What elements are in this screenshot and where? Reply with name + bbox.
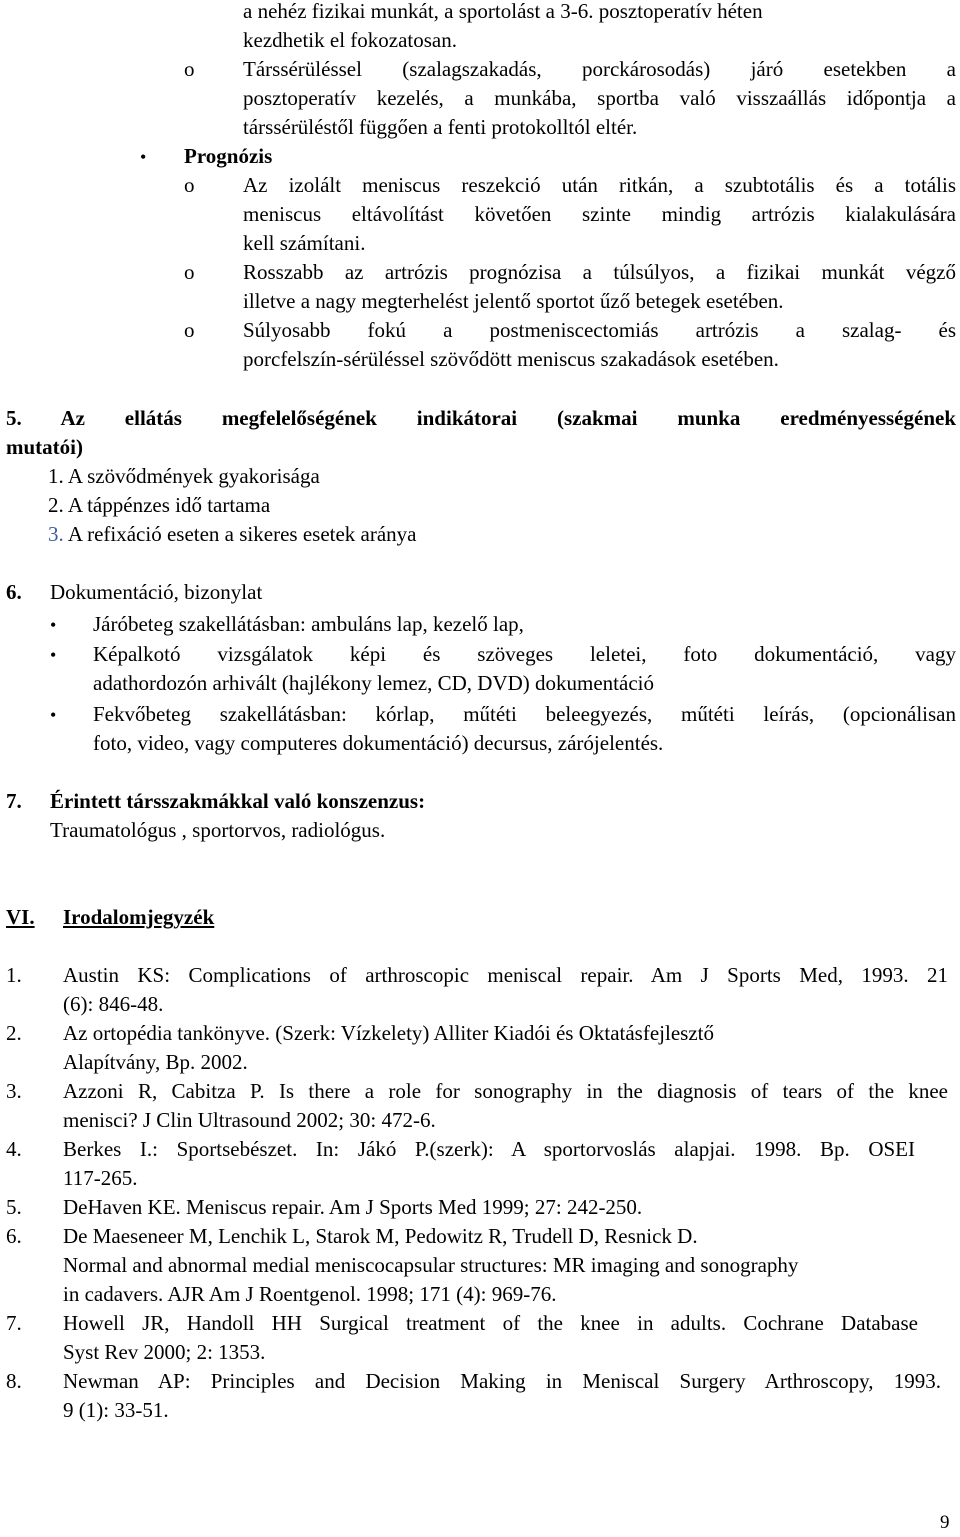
reference-line: DeHaven KE. Meniscus repair. Am J Sports Med 1999; 27: 242-250.	[63, 1195, 643, 1219]
reference-line: Syst Rev 2000; 2: 1353.	[63, 1340, 266, 1364]
reference-line: (6): 846-48.	[63, 992, 164, 1016]
paragraph-line: illetve a nagy megterhelést jelentő sportot űző betegek esetében.	[243, 289, 784, 313]
section-7-heading: Érintett társszakmákkal való konszenzus:	[50, 789, 426, 813]
section-vi-heading: Irodalomjegyzék	[63, 905, 215, 929]
continuation-line: kezdhetik el fokozatosan.	[243, 28, 457, 52]
bullet-dot: •	[50, 645, 57, 665]
reference-number: 4.	[6, 1137, 22, 1161]
reference-line: Berkes I.: Sportsebészet. In: Jákó P.(szerk): A sportorvoslás alapjai. 1998. Bp. OSEI	[63, 1137, 915, 1161]
paragraph-line: meniscus eltávolítást követően szinte mindig artrózis kialakulására	[243, 202, 956, 226]
reference-line: in cadavers. AJR Am J Roentgenol. 1998; 171 (4): 969-76.	[63, 1282, 557, 1306]
indicator-text: A refixáció eseten a sikeres esetek aránya	[63, 522, 417, 546]
documentation-item: Képalkotó vizsgálatok képi és szöveges leletei, foto dokumentáció, vagy	[93, 642, 956, 666]
reference-number: 5.	[6, 1195, 22, 1219]
reference-line: Alapítvány, Bp. 2002.	[63, 1050, 248, 1074]
continuation-line: a nehéz fizikai munkát, a sportolást a 3-6. posztoperatív héten	[243, 0, 763, 23]
list-marker-circle: o	[184, 57, 195, 81]
reference-number: 2.	[6, 1021, 22, 1045]
indicator-item: 2. A táppénzes idő tartama	[48, 493, 271, 517]
paragraph-line: Rosszabb az artrózis prognózisa a túlsúlyos, a fizikai munkát végző	[243, 260, 956, 284]
section-5-heading: 5. Az ellátás megfelelőségének indikátorai (szakmai munka eredményességének	[6, 406, 956, 430]
reference-line: 9 (1): 33-51.	[63, 1398, 169, 1422]
documentation-item: Járóbeteg szakellátásban: ambuláns lap, kezelő lap,	[93, 612, 524, 636]
documentation-item-cont: foto, video, vagy computeres dokumentáció) decursus, zárójelentés.	[93, 731, 664, 755]
paragraph-line: posztoperatív kezelés, a munkába, sportba való visszaállás időpontja a	[243, 86, 956, 110]
paragraph-line: Társsérüléssel (szalagszakadás, porckárosodás) járó esetekben a	[243, 57, 956, 81]
reference-number: 7.	[6, 1311, 22, 1335]
reference-line: menisci? J Clin Ultrasound 2002; 30: 472-6.	[63, 1108, 436, 1132]
reference-line: De Maeseneer M, Lenchik L, Starok M, Pedowitz R, Trudell D, Resnick D.	[63, 1224, 698, 1248]
prognozis-heading: Prognózis	[184, 144, 273, 168]
reference-line: Howell JR, Handoll HH Surgical treatment of the knee in adults. Cochrane Database	[63, 1311, 918, 1335]
section-vi-underline-gap	[36, 903, 63, 932]
documentation-item: Fekvőbeteg szakellátásban: kórlap, műtéti beleegyezés, műtéti leírás, (opcionálisan	[93, 702, 956, 726]
reference-line: Az ortopédia tankönyve. (Szerk: Vízkelety) Alliter Kiadói és Oktatásfejlesztő	[63, 1021, 714, 1045]
reference-number: 1.	[6, 963, 22, 987]
section-6-heading: Dokumentáció, bizonylat	[50, 580, 263, 604]
section-7-number: 7.	[6, 789, 22, 813]
bullet-dot: •	[50, 705, 57, 725]
paragraph-line: társsérüléstől függően a fenti protokolltól eltér.	[243, 115, 638, 139]
reference-number: 3.	[6, 1079, 22, 1103]
section-6-number: 6.	[6, 580, 22, 604]
indicator-number: 3.	[48, 522, 64, 546]
reference-line: Austin KS: Complications of arthroscopic meniscal repair. Am J Sports Med, 1993. 21	[63, 963, 948, 987]
indicator-item	[48, 520, 417, 549]
paragraph-line: Súlyosabb fokú a postmeniscectomiás artrózis a szalag- és	[243, 318, 956, 342]
list-marker-circle: o	[184, 260, 195, 284]
section-7-text: Traumatológus , sportorvos, radiológus.	[50, 818, 386, 842]
section-5-heading-cont: mutatói)	[6, 435, 83, 459]
list-marker-circle: o	[184, 318, 195, 342]
paragraph-line: Az izolált meniscus reszekció után ritkán, a szubtotális és a totális	[243, 173, 956, 197]
reference-line: Normal and abnormal medial meniscocapsular structures: MR imaging and sonography	[63, 1253, 799, 1277]
reference-line: 117-265.	[63, 1166, 138, 1190]
reference-line: Azzoni R, Cabitza P. Is there a role for sonography in the diagnosis of tears of the knee	[63, 1079, 948, 1103]
list-marker-circle: o	[184, 173, 195, 197]
section-vi-number: VI.	[6, 905, 35, 929]
documentation-item-cont: adathordozón arhivált (hajlékony lemez, CD, DVD) dokumentáció	[93, 671, 654, 695]
bullet-dot: •	[50, 615, 57, 635]
page-number: 9	[940, 1512, 950, 1533]
bullet-dot: •	[140, 147, 147, 167]
paragraph-line: porcfelszín-sérüléssel szövődött meniscus szakadások esetében.	[243, 347, 779, 371]
indicator-item: 1. A szövődmények gyakorisága	[48, 464, 320, 488]
reference-number: 8.	[6, 1369, 22, 1393]
reference-number: 6.	[6, 1224, 22, 1248]
reference-line: Newman AP: Principles and Decision Making in Meniscal Surgery Arthroscopy, 1993.	[63, 1369, 941, 1393]
paragraph-line: kell számítani.	[243, 231, 366, 255]
reference-list	[0, 961, 960, 1431]
